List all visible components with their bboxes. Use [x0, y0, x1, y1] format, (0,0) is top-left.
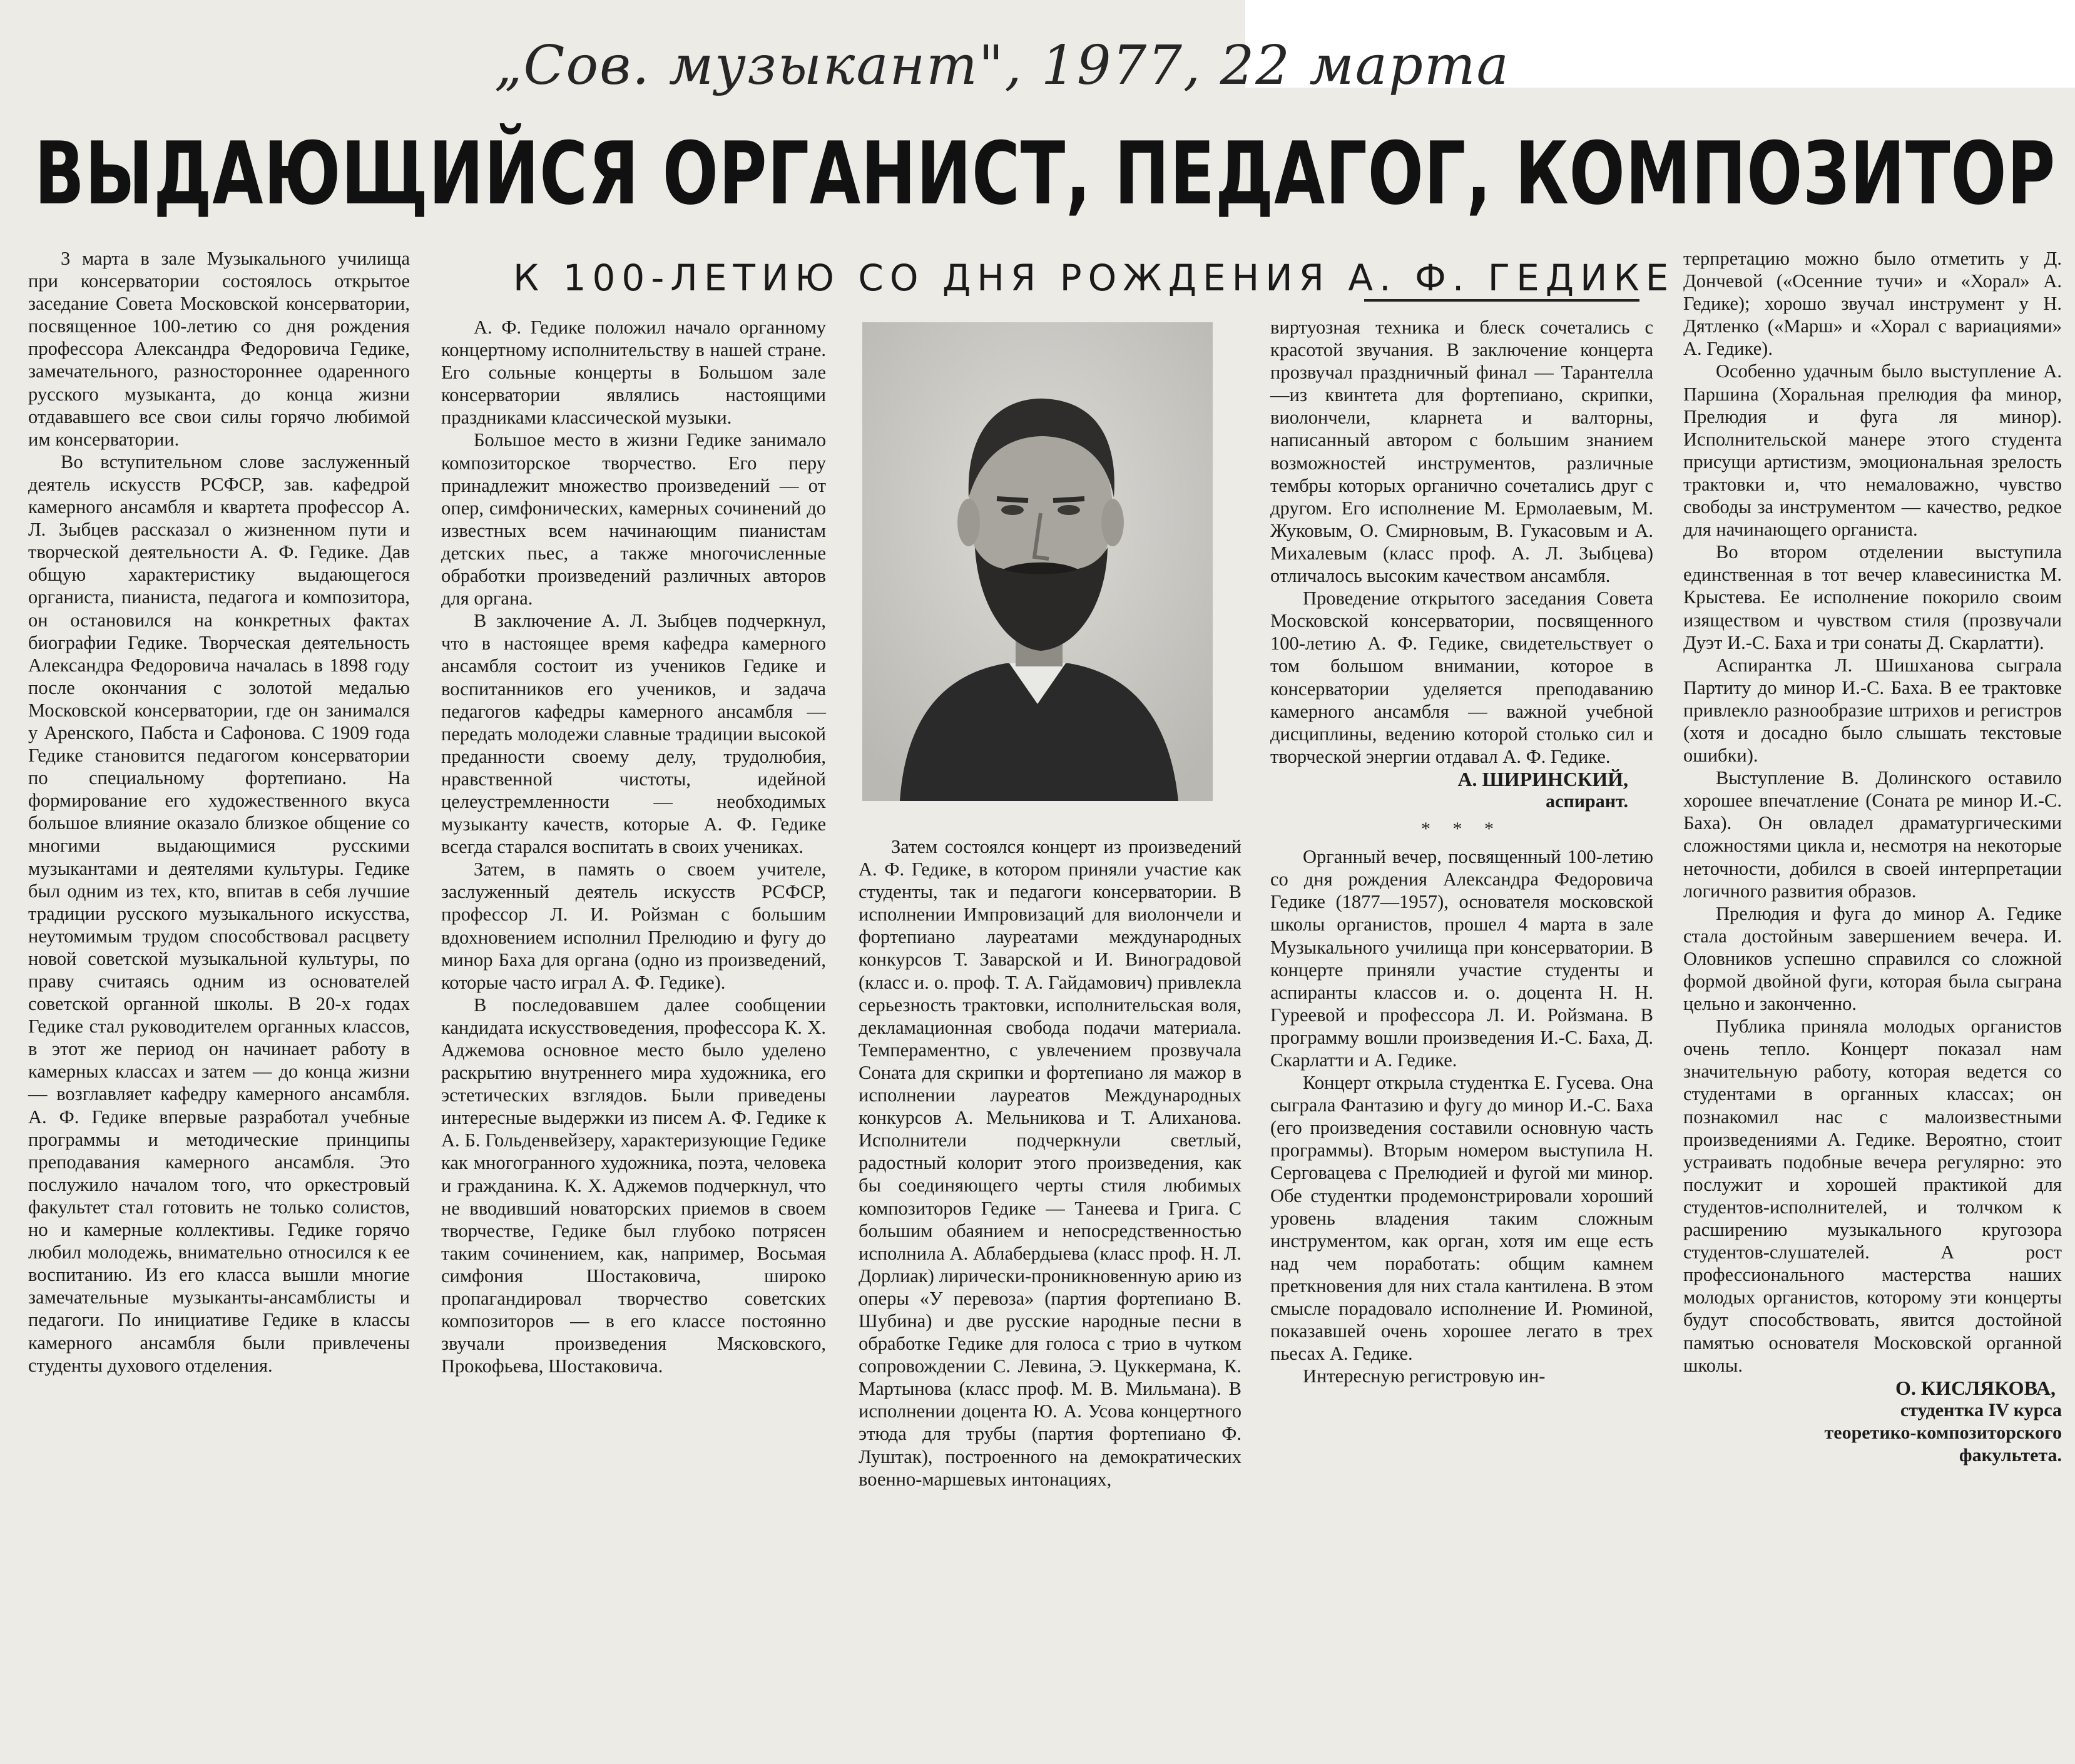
- paragraph: В заключение А. Л. Зыбцев подчеркнул, что в настоящее время кафедра камерного ансамбля состоит из учеников Гедике и воспитанников его учеников, и задача педагогов кафедры камерного ансамбля — передать молодежи славные традиции высокой преданности своему делу, трудолюбия, нравственной чистоты, идейной целеустремленности — необходимых музыканту качеств, которые А. Ф. Гедике всегда старался воспитать в своих учениках.: [441, 610, 826, 858]
- column-3: [859, 835, 1241, 1491]
- headline: ВЫДАЮЩИЙСЯ ОРГАНИСТ, ПЕДАГОГ, КОМПОЗИТОР: [34, 123, 2056, 224]
- paragraph: Выступление В. Долинского оставило хорошее впечатление (Соната ре минор И.-С. Баха). Он овладел драматургическими сложностями цикла и, несмотря на некоторые неточности, добился в своей интерпретации логичного развития образов.: [1683, 767, 2062, 902]
- paragraph: Затем, в память о своем учителе, заслуженный деятель искусств РСФСР, профессор Л. И. Ройзман с большим вдохновением исполнил Прелюдию и фугу до минор Баха для органа (одно из произведений, которые часто играл А. Ф. Гедике).: [441, 859, 826, 993]
- paragraph: 3 марта в зале Музыкального училища при консерватории состоялось открытое заседание Совета Московской консерватории, посвященное 100-летию со дня рождения профессора Александра Федоровича Гедике, замечательного, разностороннее одаренного русского музыканта, до конца жизни отдававшего все свои силы горячо любимой им консерватории.: [28, 248, 410, 450]
- subheadline-underline: [1364, 299, 1639, 302]
- paragraph: А. Ф. Гедике положил начало органному концертному исполнительству в нашей стране. Его сольные концерты в Большом зале консерватории являлись настоящими праздниками классической музыки.: [441, 317, 826, 429]
- signature-title: студентка IV курса: [1900, 1399, 2062, 1420]
- signature-title: аспирант.: [1546, 790, 1628, 812]
- column-4: [1270, 316, 1653, 1387]
- signature-name: А. ШИРИНСКИЙ,: [1457, 767, 1628, 790]
- paragraph: Во вступительном слове заслуженный деятель искусств РСФСР, зав. кафедрой камерного ансамбля и квартета профессор А. Л. Зыбцев рассказал о жизненном пути и творческой деятельности А. Ф. Гедике. Дав общую характеристику выдающегося органиста, пианиста, педагога и композитора, он остановился на конкретных фактах биографии Гедике. Творческая деятельность Александра Федоровича началась в 1898 году после окончания с золотой медалью Московской консерватории, где он занимался у Аренского, Пабста и Сафонова. С 1909 года Гедике становится педагогом консерватории по специальному фортепиано. На формирование его художественного вкуса большое влияние оказало близкое общение со многими выдающимися русскими музыкантами и деятелями культуры. Гедике был одним из тех, кто, впитав в себя лучшие традиции русского музыкального искусства, неутомимым трудом способствовал расцвету новой советской музыкальной культуры, по праву считаясь одним из основателей советской органной школы. В 20-х годах Гедике стал руководителем органных классов, в этот же период он начинает работу в камерных классах и затем — до конца жизни — возглавляет кафедру камерного ансамбля. А. Ф. Гедике впервые разработал учебные программы и методические принципы преподавания камерного ансамбля. Это послужило началом того, что оркестровый факультет стал готовить не только солистов, но и камерные коллективы. Гедике горячо любил молодежь, внимательно относился к ее воспитанию. Из его класса вышли многие замечательные музыканты-ансамблисты и педагоги. По инициативе Гедике в классы камерного ансамбля были привлечены студенты духового отделения.: [28, 451, 410, 1376]
- paragraph: Большое место в жизни Гедике занимало композиторское творчество. Его перу принадлежит множество произведений — от опер, симфонических, камерных сочинений до известных всем начинающим пианистам детских пьес, а также многочисленные обработки произведений различных авторов для органа.: [441, 429, 826, 609]
- paragraph: виртуозная техника и блеск сочетались с красотой звучания. В заключение концерта прозвучал праздничный финал — Тарантелла—из квинтета для фортепиано, скрипки, виолончели, кларнета и валторны, написанный автором с большим знанием возможностей инструментов, различные тембры которых органично сочетались друг с другом. Его исполнение М. Ермолаевым, М. Жуковым, О. Смирновым, В. Гукасовым и А. Михалевым (класс проф. А. Л. Зыбцева) отличалось высоким качеством ансамбля.: [1270, 317, 1653, 587]
- column-1: [28, 247, 410, 1377]
- column-5: [1683, 247, 2062, 1467]
- paragraph: Затем состоялся концерт из произведений А. Ф. Гедике, в котором приняли участие как студенты, так и педагоги консерватории. В исполнении Импровизаций для виолончели и фортепиано лауреатами международных конкурсов Т. Заварской и И. Виноградовой (класс и. о. проф. Т. А. Гайдамович) привлекла серьезность трактовки, исполнительская воля, декламационная свобода подачи материала. Темпераментно, с увлечением прозвучала Соната для скрипки и фортепиано ля мажор в исполнении лауреатов Международных конкурсов А. Мельникова и Т. Алиханова. Исполнители подчеркнули светлый, радостный колорит этого произведения, как бы соединяющего черты стиля любимых композиторов Гедике — Танеева и Грига. С большим обаянием и непосредственностью исполнила А. Аблабердыева (класс проф. Н. Л. Дорлиак) лирически-проникновенную арию из оперы «У перевоза» (партия фортепиано В. Шубина) и две русские народные песни в обработке Гедике для голоса с трио в чутком сопровождении С. Левина, Э. Цуккермана, К. Мартынова (класс проф. М. В. Мильмана). В исполнении доцента Ю. А. Усова концертного этюда для трубы (партия фортепиано Ф. Луштак), построенного на демократических военно-маршевых интонациях,: [859, 836, 1241, 1490]
- paragraph: Аспирантка Л. Шишханова сыграла Партиту до минор И.-С. Баха. В ее трактовке привлекло разнообразие штрихов и регистров (хотя и досадно было слышать текстовые ошибки).: [1683, 654, 2062, 767]
- signature-title: факультета.: [1959, 1444, 2062, 1466]
- paragraph: Во втором отделении выступила единственная в тот вечер клавесинистка М. Крыстева. Ее исполнение покорило своим изяществом и чувством стиля (прозвучали Дуэт И.-С. Баха и три сонаты Д. Скарлатти).: [1683, 541, 2062, 653]
- handwritten-note: „Сов. музыкант", 1977, 22 марта: [494, 34, 1510, 97]
- signature-name: О. КИСЛЯКОВА,: [1895, 1376, 2056, 1399]
- paragraph: Органный вечер, посвященный 100-летию со дня рождения Александра Федоровича Гедике (1877—1957), основателя московской школы органистов, прошел 4 марта в зале Музыкального училища при консерватории. В концерте приняли участие студенты и аспиранты классов и. о. доцента Н. Н. Гуреевой и профессора Л. И. Ройзмана. В программу вошли произведения И.-С. Баха, Д. Скарлатти и А. Гедике.: [1270, 846, 1653, 1071]
- subheadline: К 100-ЛЕТИЮ СО ДНЯ РОЖДЕНИЯ А. Ф. ГЕДИКЕ: [513, 257, 1675, 299]
- paragraph: Особенно удачным было выступление А. Паршина (Хоральная прелюдия фа минор, Прелюдия и фуга ля минор). Исполнительской манере этого студента присущи артистизм, эмоциональная зрелость трактовки и, что немаловажно, чувство свободы за инструментом — качество, редкое для начинающего органиста.: [1683, 360, 2062, 541]
- portrait-photo: [862, 322, 1213, 801]
- signature-title: теоретико-композиторского: [1824, 1422, 2062, 1443]
- paragraph: Прелюдия и фуга до минор А. Гедике стала достойным завершением вечера. И. Оловников успешно справился со сложной формой двойной фуги, которая была сыграна цельно и законченно.: [1683, 902, 2062, 1015]
- paragraph: Публика приняла молодых органистов очень тепло. Концерт показал нам значительную работу, которая ведется со студентами в органных классах; он познакомил нас с малоизвестными произведениями А. Гедике. Вероятно, стоит устраивать подобные вечера регулярно: это послужит и хорошей практикой для студентов-исполнителей, и толчком к расширению музыкального кругозора студентов-слушателей. А рост профессионального мастерства наших молодых органистов, которому эти концерты будут способствовать, явится достойной памятью основателя Московской органной школы.: [1683, 1016, 2062, 1376]
- paragraph: терпретацию можно было отметить у Д. Дончевой («Осенние тучи» и «Хорал» А. Гедике); хорошо звучал инструмент у Н. Дятленко («Марш» и «Хорал с вариациями» А. Гедике).: [1683, 248, 2062, 360]
- paragraph: В последовавшем далее сообщении кандидата искусствоведения, профессора К. Х. Аджемова основное место было уделено раскрытию внутреннего мира художника, его эстетических взглядов. Были приведены интересные выдержки из писем А. Ф. Гедике к А. Б. Гольденвейзеру, характеризующие Гедике как многогранного художника, поэта, человека и гражданина. К. Х. Аджемов подчеркнул, что не вводивший новаторских приемов в своем творчестве, Гедике был глубоко потрясен таким сочинением, как, например, Восьмая симфония Шостаковича, широко пропагандировал творчество советских композиторов — в его классе постоянно звучали произведения Мясковского, Прокофьева, Шостаковича.: [441, 994, 826, 1377]
- portrait-illustration: [862, 322, 1213, 801]
- section-separator: * * *: [1421, 818, 1502, 840]
- column-2: [441, 316, 826, 1377]
- paragraph: Концерт открыла студентка Е. Гусева. Она сыграла Фантазию и фугу до минор И.-С. Баха (его произведения составили основную часть программы). Вторым номером выступила Н. Серговацева с Прелюдией и фугой ми минор. Обе студентки продемонстрировали хороший уровень владения таким сложным инструментом, как орган, хотя им еще есть над чем поработать: общим камнем преткновения для них стала кантилена. В этом смысле порадовало исполнение И. Рюминой, показавшей очень хорошее легато в трех пьесах А. Гедике.: [1270, 1072, 1653, 1365]
- paragraph: Интересную регистровую ин-: [1303, 1365, 1546, 1387]
- paragraph: Проведение открытого заседания Совета Московской консерватории, посвященного 100-летию А. Ф. Гедике, свидетельствует о том большом внимании, которое в консерватории уделяется преподаванию камерного ансамбля — важной учебной дисциплины, ведению которой столько сил и творческой энергии отдавал А. Ф. Гедике.: [1270, 588, 1653, 767]
